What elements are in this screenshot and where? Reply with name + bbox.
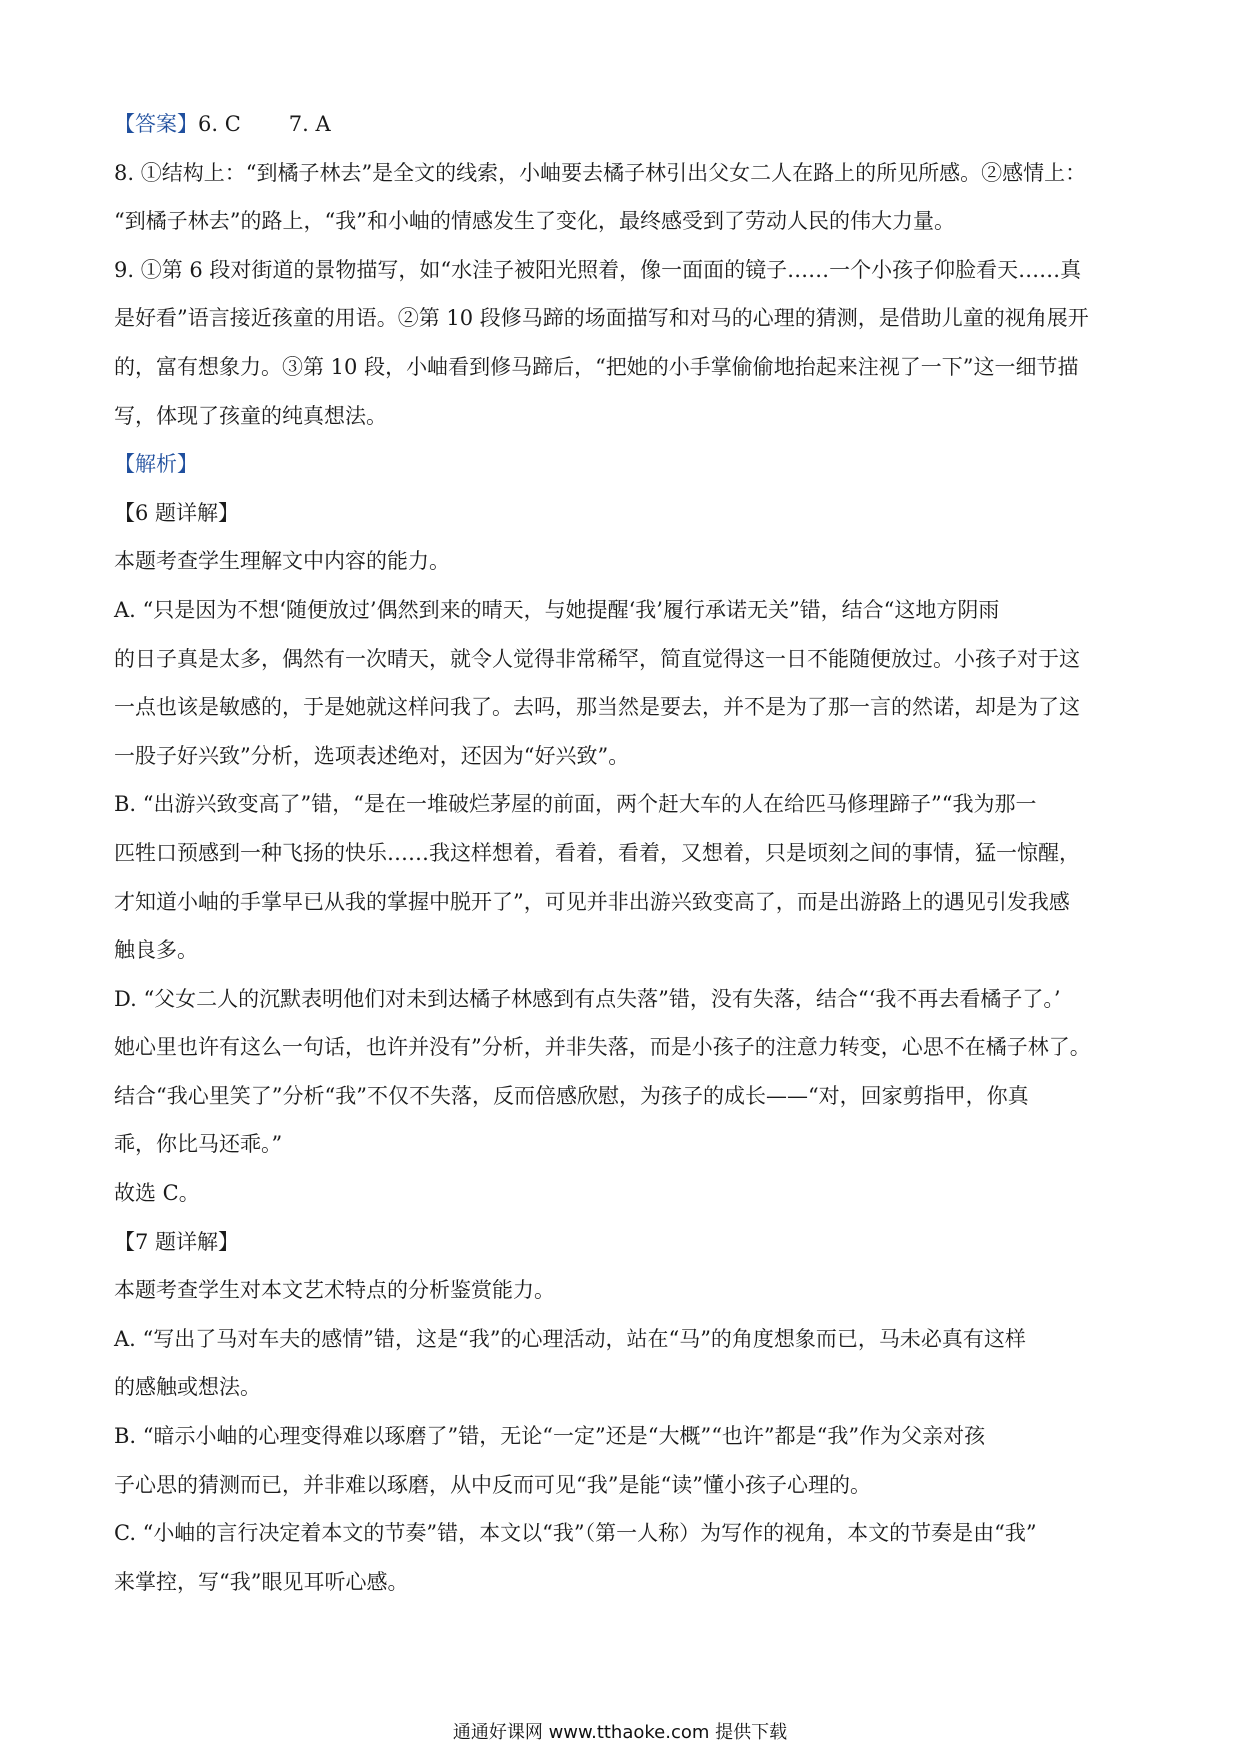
answer-q9-line: 9. ①第 6 段对街道的景物描写，如“水洼子被阳光照着，像一面面的镜子……一个小孩子仰脸看天……真 [114, 257, 1082, 282]
answer-q8-line: “到橘子林去”的路上，“我”和小岫的情感发生了变化，最终感受到了劳动人民的伟大力量。 [114, 209, 955, 234]
q6-heading: 【6 题详解】 [114, 500, 240, 525]
q7-option-b-line: B. “暗示小岫的心理变得难以琢磨了”错，无论“一定”还是“大概”“也许”都是“我”作为父亲对孩 [114, 1424, 986, 1449]
answer-q9-line: 写，体现了孩童的纯真想法。 [114, 403, 387, 428]
q6-option-b-line: 触良多。 [114, 938, 198, 963]
q6-option-a-line: 一股子好兴致”分析，选项表述绝对，还因为“好兴致”。 [114, 743, 630, 768]
q6-option-b-line: 才知道小岫的手掌早已从我的掌握中脱开了”，可见并非出游兴致变高了，而是出游路上的遇见引发我感 [114, 889, 1070, 914]
q6-option-d-line: 乖，你比马还乖。” [114, 1132, 283, 1157]
q7-option-c-line: C. “小岫的言行决定着本文的节奏”错，本文以“我”（第一人称）为写作的视角，本文的节奏是由“我” [114, 1521, 1037, 1546]
q6-option-d-line: D. “父女二人的沉默表明他们对未到达橘子林感到有点失落”错，没有失落，结合“‘我不再去看橘子了。’ [114, 986, 1061, 1011]
answer-q9-line: 的，富有想象力。③第 10 段，小岫看到修马蹄后，“把她的小手掌偷偷地抬起来注视了一下”这一细节描 [114, 354, 1079, 379]
q6-option-b-line: 匹牲口预感到一种飞扬的快乐……我这样想着，看着，看着，又想着，只是顷刻之间的事情，猛一惊醒， [114, 840, 1080, 865]
q6-option-b-line: B. “出游兴致变高了”错，“是在一堆破烂茅屋的前面，两个赶大车的人在给匹马修理蹄子”“我为那一 [114, 792, 1037, 817]
document-body [114, 100, 1130, 1606]
answer-q7: 7. A [288, 112, 331, 136]
q6-conclusion: 故选 C。 [114, 1181, 200, 1206]
q7-intro: 本题考查学生对本文艺术特点的分析鉴赏能力。 [114, 1278, 555, 1303]
q6-option-a-line: 一点也该是敏感的，于是她就这样问我了。去吗，那当然是要去，并不是为了那一言的然诺，却是为了这 [114, 695, 1080, 720]
answer-q8-line: 8. ①结构上：“到橘子林去”是全文的线索，小岫要去橘子林引出父女二人在路上的所见所感。②感情上： [114, 160, 1087, 185]
q6-option-a-line: 的日子真是太多，偶然有一次晴天，就令人觉得非常稀罕，简直觉得这一日不能随便放过。小孩子对于这 [114, 646, 1080, 671]
q7-option-a-line: A. “写出了马对车夫的感情”错，这是“我”的心理活动，站在“马”的角度想象而已，马未必真有这样 [114, 1326, 1026, 1351]
q6-intro: 本题考查学生理解文中内容的能力。 [114, 549, 450, 574]
q7-heading: 【7 题详解】 [114, 1229, 240, 1254]
answer-line [114, 100, 1130, 149]
q7-option-b-line: 子心思的猜测而已，并非难以琢磨，从中反而可见“我”是能“读”懂小孩子心理的。 [114, 1472, 871, 1497]
answer-label: 【答案】 [114, 112, 198, 136]
q6-option-a-line: A. “只是因为不想‘随便放过’偶然到来的晴天，与她提醒‘我’履行承诺无关”错，结合“这地方阴雨 [114, 597, 1000, 622]
q7-option-a-line: 的感触或想法。 [114, 1375, 261, 1400]
answer-q6: 6. C [198, 112, 241, 136]
q6-option-d-line: 她心里也许有这么一句话，也许并没有”分析，并非失落，而是小孩子的注意力转变，心思不在橘子林了。 [114, 1035, 1091, 1060]
page-footer: 通通好课网 www.tthaoke.com 提供下载 [452, 1722, 788, 1743]
analysis-label: 【解析】 [114, 452, 198, 477]
q7-option-c-line: 来掌控，写“我”眼见耳听心感。 [114, 1569, 409, 1594]
answer-q9-line: 是好看”语言接近孩童的用语。②第 10 段修马蹄的场面描写和对马的心理的猜测，是借助儿童的视角展开 [114, 306, 1089, 331]
q6-option-d-line: 结合“我心里笑了”分析“我”不仅不失落，反而倍感欣慰，为孩子的成长——“对，回家剪指甲，你真 [114, 1083, 1029, 1108]
